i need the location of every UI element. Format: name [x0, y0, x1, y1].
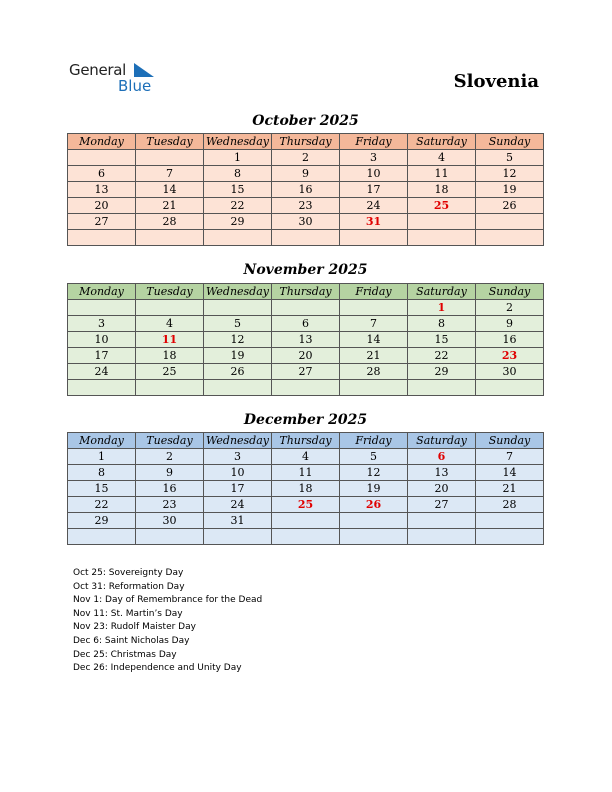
day-cell: 8 — [68, 465, 136, 481]
day-cell — [136, 529, 204, 545]
day-cell: 10 — [204, 465, 272, 481]
day-cell: 3 — [68, 316, 136, 332]
holiday-note: Dec 6: Saint Nicholas Day — [73, 635, 190, 646]
day-cell: 23 — [272, 198, 340, 214]
weekday-header: Tuesday — [136, 134, 204, 150]
day-cell — [136, 150, 204, 166]
day-cell — [340, 513, 408, 529]
weekday-header: Monday — [68, 134, 136, 150]
day-cell — [68, 529, 136, 545]
day-cell: 1 — [204, 150, 272, 166]
day-cell: 2 — [136, 449, 204, 465]
week-row — [68, 513, 544, 529]
country-title: Slovenia — [453, 71, 539, 92]
day-cell: 27 — [272, 364, 340, 380]
holiday-day-cell: 6 — [408, 449, 476, 465]
day-cell — [408, 214, 476, 230]
day-cell: 11 — [272, 465, 340, 481]
day-cell: 16 — [476, 332, 544, 348]
day-cell: 7 — [136, 166, 204, 182]
week-row — [68, 465, 544, 481]
day-cell: 27 — [408, 497, 476, 513]
holiday-day-cell: 25 — [408, 198, 476, 214]
day-cell: 2 — [476, 300, 544, 316]
day-cell — [340, 230, 408, 246]
week-row — [68, 214, 544, 230]
day-cell — [204, 529, 272, 545]
weekday-header: Sunday — [476, 134, 544, 150]
day-cell: 17 — [340, 182, 408, 198]
day-cell — [68, 150, 136, 166]
weekday-header-row — [68, 433, 544, 449]
holiday-note: Dec 25: Christmas Day — [73, 649, 177, 660]
day-cell: 21 — [136, 198, 204, 214]
month-title-november: November 2025 — [243, 262, 368, 278]
day-cell: 13 — [68, 182, 136, 198]
day-cell — [340, 300, 408, 316]
day-cell: 4 — [408, 150, 476, 166]
day-cell — [136, 380, 204, 396]
day-cell — [408, 513, 476, 529]
weekday-header-row — [68, 134, 544, 150]
calendar-october — [67, 133, 544, 246]
day-cell — [340, 380, 408, 396]
day-cell — [476, 380, 544, 396]
day-cell: 21 — [340, 348, 408, 364]
day-cell: 23 — [136, 497, 204, 513]
day-cell: 24 — [68, 364, 136, 380]
day-cell — [204, 380, 272, 396]
day-cell: 30 — [136, 513, 204, 529]
day-cell: 14 — [476, 465, 544, 481]
week-row — [68, 449, 544, 465]
day-cell: 15 — [408, 332, 476, 348]
week-row — [68, 332, 544, 348]
day-cell — [68, 230, 136, 246]
day-cell: 30 — [272, 214, 340, 230]
weekday-header: Friday — [340, 284, 408, 300]
day-cell — [272, 380, 340, 396]
calendar-december — [67, 432, 544, 545]
week-row — [68, 364, 544, 380]
weekday-header: Wednesday — [204, 433, 272, 449]
holiday-note: Nov 1: Day of Remembrance for the Dead — [73, 595, 263, 606]
day-cell — [476, 214, 544, 230]
day-cell: 18 — [408, 182, 476, 198]
day-cell: 7 — [476, 449, 544, 465]
day-cell — [136, 300, 204, 316]
day-cell: 17 — [204, 481, 272, 497]
day-cell: 6 — [272, 316, 340, 332]
day-cell: 6 — [68, 166, 136, 182]
holiday-note: Nov 23: Rudolf Maister Day — [73, 622, 196, 633]
holiday-note: Oct 25: Sovereignty Day — [73, 568, 184, 578]
weekday-header: Tuesday — [136, 284, 204, 300]
day-cell: 5 — [204, 316, 272, 332]
day-cell: 24 — [204, 497, 272, 513]
day-cell: 22 — [408, 348, 476, 364]
day-cell: 22 — [204, 198, 272, 214]
day-cell: 15 — [68, 481, 136, 497]
holiday-note: Nov 11: St. Martin’s Day — [73, 608, 183, 619]
day-cell: 14 — [136, 182, 204, 198]
holiday-day-cell: 26 — [340, 497, 408, 513]
weekday-header: Thursday — [272, 134, 340, 150]
weekday-header: Saturday — [408, 284, 476, 300]
weekday-header: Monday — [68, 433, 136, 449]
holiday-day-cell: 1 — [408, 300, 476, 316]
day-cell: 9 — [136, 465, 204, 481]
day-cell: 7 — [340, 316, 408, 332]
day-cell: 29 — [408, 364, 476, 380]
day-cell: 11 — [408, 166, 476, 182]
logo-triangle-icon — [134, 63, 154, 77]
day-cell — [68, 380, 136, 396]
day-cell: 26 — [476, 198, 544, 214]
week-row — [68, 150, 544, 166]
day-cell: 26 — [204, 364, 272, 380]
day-cell: 20 — [408, 481, 476, 497]
day-cell — [408, 380, 476, 396]
day-cell: 18 — [272, 481, 340, 497]
day-cell: 29 — [68, 513, 136, 529]
day-cell: 13 — [408, 465, 476, 481]
weekday-header: Thursday — [272, 284, 340, 300]
weekday-header: Tuesday — [136, 433, 204, 449]
day-cell: 10 — [340, 166, 408, 182]
day-cell: 4 — [272, 449, 340, 465]
day-cell: 9 — [272, 166, 340, 182]
day-cell: 25 — [136, 364, 204, 380]
day-cell: 10 — [68, 332, 136, 348]
week-row — [68, 230, 544, 246]
weekday-header: Saturday — [408, 134, 476, 150]
week-row — [68, 348, 544, 364]
day-cell: 12 — [476, 166, 544, 182]
day-cell: 19 — [204, 348, 272, 364]
weekday-header-row — [68, 284, 544, 300]
week-row — [68, 182, 544, 198]
day-cell: 19 — [340, 481, 408, 497]
day-cell: 9 — [476, 316, 544, 332]
day-cell: 3 — [340, 150, 408, 166]
day-cell — [272, 300, 340, 316]
month-title-december: December 2025 — [243, 412, 368, 428]
holiday-day-cell: 25 — [272, 497, 340, 513]
day-cell: 13 — [272, 332, 340, 348]
day-cell: 24 — [340, 198, 408, 214]
day-cell: 16 — [272, 182, 340, 198]
day-cell — [272, 513, 340, 529]
weekday-header: Thursday — [272, 433, 340, 449]
day-cell: 8 — [408, 316, 476, 332]
day-cell: 27 — [68, 214, 136, 230]
day-cell — [408, 230, 476, 246]
day-cell: 28 — [476, 497, 544, 513]
week-row — [68, 166, 544, 182]
day-cell: 16 — [136, 481, 204, 497]
week-row — [68, 529, 544, 545]
logo-general-text: General — [69, 61, 127, 79]
weekday-header: Wednesday — [204, 284, 272, 300]
day-cell: 1 — [68, 449, 136, 465]
day-cell: 5 — [340, 449, 408, 465]
day-cell: 20 — [68, 198, 136, 214]
day-cell — [272, 230, 340, 246]
day-cell: 5 — [476, 150, 544, 166]
day-cell: 8 — [204, 166, 272, 182]
day-cell: 29 — [204, 214, 272, 230]
holiday-day-cell: 11 — [136, 332, 204, 348]
day-cell — [204, 300, 272, 316]
logo — [69, 61, 169, 97]
day-cell: 4 — [136, 316, 204, 332]
day-cell — [204, 230, 272, 246]
holiday-day-cell: 31 — [340, 214, 408, 230]
weekday-header: Wednesday — [204, 134, 272, 150]
day-cell: 20 — [272, 348, 340, 364]
day-cell: 28 — [340, 364, 408, 380]
day-cell: 12 — [204, 332, 272, 348]
day-cell — [476, 513, 544, 529]
day-cell: 2 — [272, 150, 340, 166]
holiday-note: Oct 31: Reformation Day — [73, 581, 185, 592]
week-row — [68, 380, 544, 396]
day-cell: 28 — [136, 214, 204, 230]
weekday-header: Friday — [340, 433, 408, 449]
day-cell — [272, 529, 340, 545]
weekday-header: Saturday — [408, 433, 476, 449]
holiday-note: Dec 26: Independence and Unity Day — [73, 663, 242, 674]
week-row — [68, 481, 544, 497]
day-cell: 14 — [340, 332, 408, 348]
day-cell — [136, 230, 204, 246]
day-cell: 18 — [136, 348, 204, 364]
calendar-november — [67, 283, 544, 396]
day-cell — [476, 529, 544, 545]
day-cell: 31 — [204, 513, 272, 529]
day-cell: 30 — [476, 364, 544, 380]
day-cell: 22 — [68, 497, 136, 513]
weekday-header: Monday — [68, 284, 136, 300]
weekday-header: Friday — [340, 134, 408, 150]
day-cell: 3 — [204, 449, 272, 465]
day-cell: 21 — [476, 481, 544, 497]
week-row — [68, 300, 544, 316]
week-row — [68, 497, 544, 513]
day-cell: 19 — [476, 182, 544, 198]
holiday-day-cell: 23 — [476, 348, 544, 364]
weekday-header: Sunday — [476, 433, 544, 449]
day-cell: 15 — [204, 182, 272, 198]
day-cell: 12 — [340, 465, 408, 481]
month-title-october: October 2025 — [252, 113, 359, 129]
week-row — [68, 316, 544, 332]
logo-blue-text: Blue — [118, 77, 152, 95]
day-cell — [340, 529, 408, 545]
day-cell — [68, 300, 136, 316]
week-row — [68, 198, 544, 214]
holiday-notes — [73, 567, 262, 676]
day-cell — [476, 230, 544, 246]
weekday-header: Sunday — [476, 284, 544, 300]
day-cell — [408, 529, 476, 545]
day-cell: 17 — [68, 348, 136, 364]
